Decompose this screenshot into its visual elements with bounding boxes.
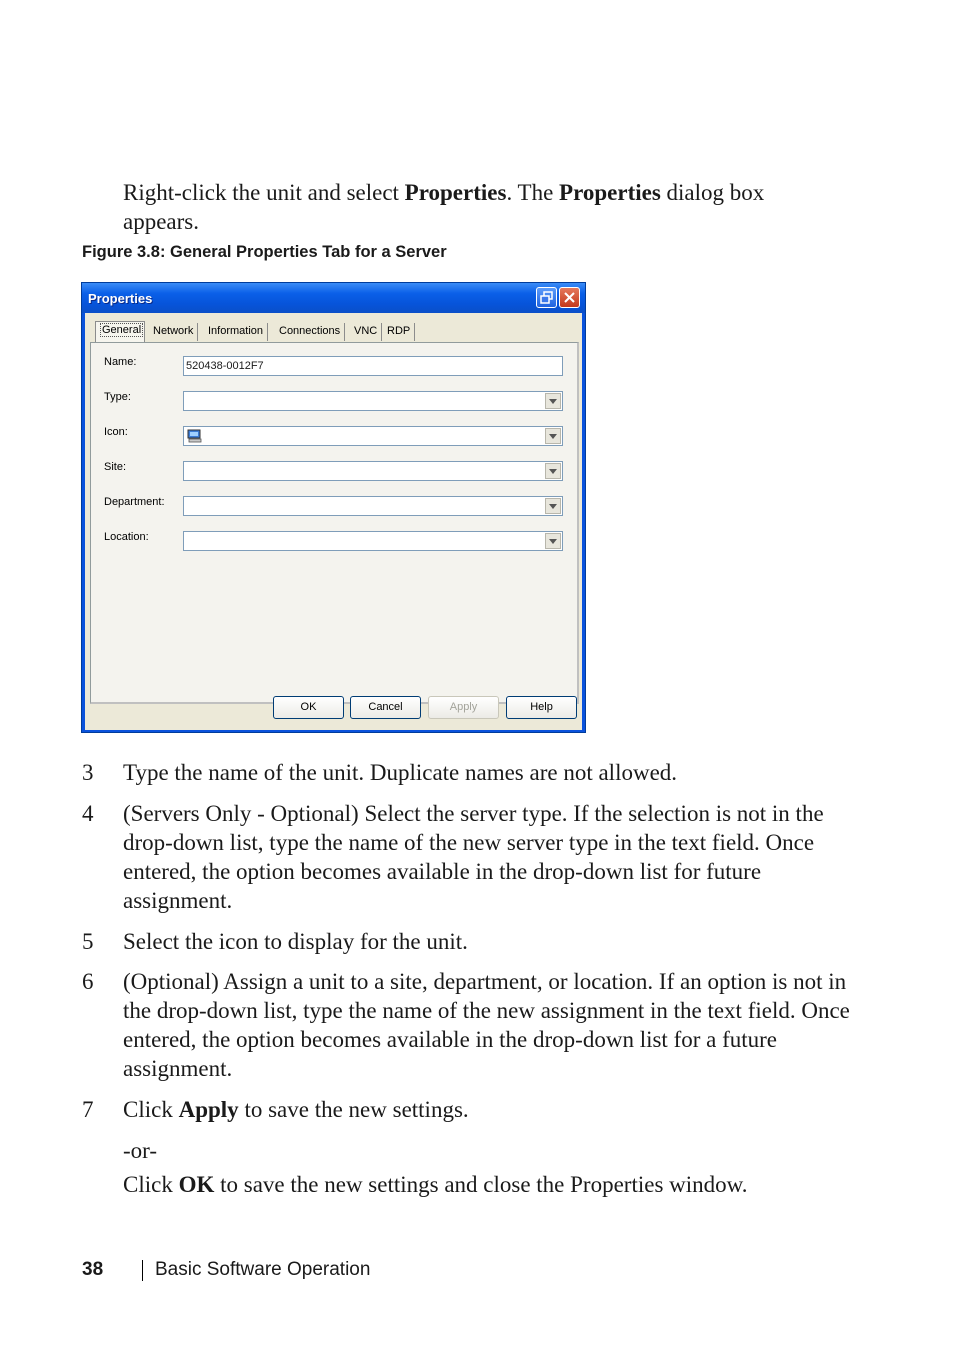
footer-divider xyxy=(142,1260,143,1281)
department-label: Department: xyxy=(104,496,165,508)
location-dropdown[interactable] xyxy=(183,531,563,551)
close-button[interactable] xyxy=(559,287,580,308)
intro-paragraph: Right-click the unit and select Properties. The Properties dialog box appears. xyxy=(123,180,765,234)
ok-button[interactable]: OK xyxy=(273,696,344,719)
chevron-down-icon[interactable] xyxy=(545,463,561,479)
tab-general[interactable]: General xyxy=(95,321,145,342)
properties-dialog xyxy=(81,282,586,733)
tab-connections[interactable]: Connections xyxy=(275,323,345,341)
final-instruction: Click OK to save the new settings and close the Properties window. xyxy=(123,1172,748,1197)
tab-rdp[interactable]: RDP xyxy=(383,323,415,341)
dialog-title: Properties xyxy=(88,291,153,306)
chevron-down-icon[interactable] xyxy=(545,533,561,549)
dialog-titlebar[interactable] xyxy=(82,283,585,313)
site-dropdown[interactable] xyxy=(183,461,563,481)
general-panel xyxy=(90,342,579,704)
page-number: 38 xyxy=(82,1259,104,1280)
cancel-button[interactable]: Cancel xyxy=(350,696,421,719)
dialog-client xyxy=(85,313,582,730)
name-value: 520438-0012F7 xyxy=(186,360,264,372)
chevron-down-icon[interactable] xyxy=(545,393,561,409)
icon-dropdown[interactable] xyxy=(183,426,563,446)
department-dropdown[interactable] xyxy=(183,496,563,516)
type-dropdown[interactable] xyxy=(183,391,563,411)
name-label: Name: xyxy=(104,356,137,368)
icon-label: Icon: xyxy=(104,426,128,438)
or-text: -or- xyxy=(123,1138,158,1163)
restore-button[interactable] xyxy=(536,287,557,308)
help-button[interactable]: Help xyxy=(506,696,577,719)
tab-vnc[interactable]: VNC xyxy=(350,323,382,341)
figure-caption: Figure 3.8: General Properties Tab for a Server xyxy=(82,243,447,261)
site-label: Site: xyxy=(104,461,127,473)
chevron-down-icon[interactable] xyxy=(545,428,561,444)
type-label: Type: xyxy=(104,391,131,403)
tab-network[interactable]: Network xyxy=(149,323,198,341)
name-input[interactable] xyxy=(183,356,563,376)
footer-section: Basic Software Operation xyxy=(155,1259,371,1280)
location-label: Location: xyxy=(104,531,149,543)
tab-information[interactable]: Information xyxy=(204,323,268,341)
apply-button[interactable]: Apply xyxy=(428,696,499,719)
computer-icon xyxy=(187,429,203,443)
restore-icon xyxy=(537,288,556,307)
close-icon xyxy=(560,288,579,307)
chevron-down-icon[interactable] xyxy=(545,498,561,514)
